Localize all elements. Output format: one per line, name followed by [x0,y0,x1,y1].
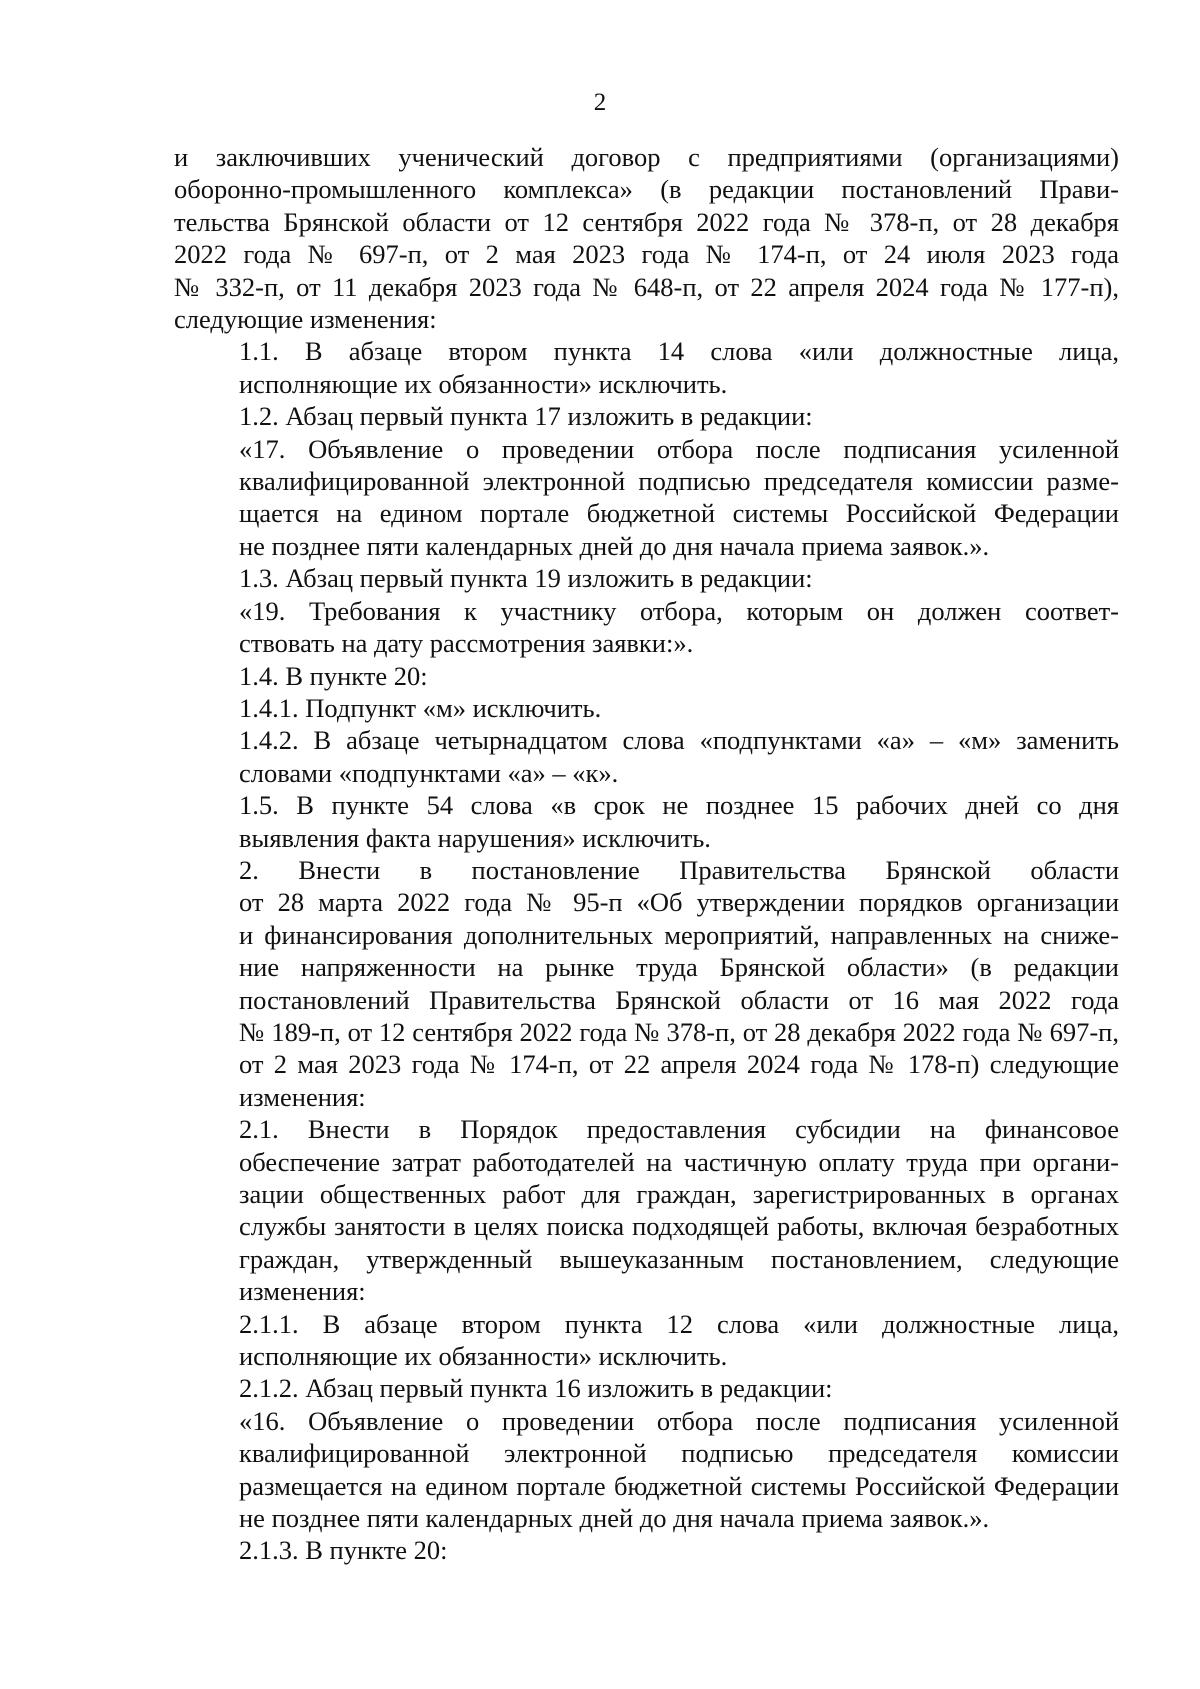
text-line: следующие изменения: [174,304,437,335]
text-line: 2.1.1. В абзаце втором пункта 12 слова «или должностные лица, [239,1308,1119,1339]
paragraph [174,141,1119,335]
text-line: квалифицированной электронной подписью председателя комиссии разме- [239,466,1119,497]
text-line: 1.4. В пункте 20: [239,660,428,691]
text-line: размещается на едином портале бюджетной системы Российской Федерации [239,1470,1119,1501]
text-line: изменения: [239,1276,366,1307]
text-line: квалифицированной электронной подписью председателя комиссии [239,1438,1119,1469]
text-line: ствовать на дату рассмотрения заявки:». [239,628,694,659]
text-line: обеспечение затрат работодателей на частичную оплату труда при органи- [239,1146,1119,1177]
text-line: 2022 года № 697-п, от 2 мая 2023 года № 174-п, от 24 июля 2023 года [174,239,1119,270]
paragraph [174,595,1119,660]
paragraph [174,1308,1119,1373]
paragraph [174,660,1119,692]
text-line: «17. Объявление о проведении отбора после подписания усиленной [239,433,1119,464]
paragraph [174,562,1119,594]
paragraph [174,1113,1119,1307]
text-line: 2. Внести в постановление Правительства Брянской области [239,854,1119,885]
paragraph [174,1405,1119,1535]
text-line: не позднее пяти календарных дней до дня начала приема заявок.». [239,1503,990,1534]
text-line: и финансирования дополнительных мероприятий, направленных на сниже- [239,919,1119,950]
text-line: службы занятости в целях поиска подходящей работы, включая безработных [239,1211,1119,1242]
text-line: словами «подпунктами «а» – «к». [239,757,619,788]
text-line: оборонно-промышленного комплекса» (в редакции постановлений Прави- [174,174,1119,205]
text-line: от 28 марта 2022 года № 95-п «Об утверждении порядков организации [239,887,1119,918]
text-line: 1.4.2. В абзаце четырнадцатом слова «подпунктами «а» – «м» заменить [239,725,1119,756]
text-line: и заключивших ученический договор с предприятиями (организациями) [174,142,1119,172]
paragraph [174,1534,1119,1566]
text-line: 2.1.3. В пункте 20: [239,1535,448,1566]
paragraph [174,433,1119,563]
text-line: 1.5. В пункте 54 слова «в срок не позднее 15 рабочих дней со дня [239,790,1119,821]
text-line: «19. Требования к участнику отбора, которым он должен соответ- [239,595,1119,626]
paragraph [174,335,1119,400]
text-line: № 332-п, от 11 декабря 2023 года № 648-п, от 22 апреля 2024 года № 177-п), [174,271,1119,302]
text-line: тельства Брянской области от 12 сентября 2022 года № 378-п, от 28 декабря [174,206,1119,237]
text-line: ние напряженности на рынке труда Брянской области» (в редакции [239,952,1119,983]
text-line: выявления факта нарушения» исключить. [239,822,711,853]
text-line: № 189-п, от 12 сентября 2022 года № 378-п, от 28 декабря 2022 года № 697-п, [239,1016,1119,1047]
text-line: 1.2. Абзац первый пункта 17 изложить в редакции: [239,401,813,432]
text-line: граждан, утвержденный вышеуказанным постановлением, следующие [239,1243,1119,1274]
text-line: исполняющие их обязанности» исключить. [239,368,728,399]
text-line: не позднее пяти календарных дней до дня начала приема заявок.». [239,530,990,561]
text-line: зации общественных работ для граждан, зарегистрированных в органах [239,1179,1119,1209]
text-line: 2.1. Внести в Порядок предоставления субсидии на финансовое [239,1114,1119,1145]
document-body [174,141,1119,1567]
text-line: 1.1. В абзаце втором пункта 14 слова «или должностные лица, [239,336,1119,367]
paragraph [174,400,1119,432]
text-line: от 2 мая 2023 года № 174-п, от 22 апреля 2024 года № 178-п) следующие [239,1049,1119,1080]
paragraph [174,1372,1119,1404]
paragraph [174,692,1119,724]
text-line: щается на едином портале бюджетной системы Российской Федерации [239,498,1119,529]
text-line: 1.4.1. Подпункт «м» исключить. [239,692,602,723]
text-line: постановлений Правительства Брянской области от 16 мая 2022 года [239,984,1119,1015]
text-line: исполняющие их обязанности» исключить. [239,1341,728,1372]
text-line: «16. Объявление о проведении отбора после подписания усиленной [239,1405,1119,1436]
text-line: 1.3. Абзац первый пункта 19 изложить в редакции: [239,563,813,594]
text-line: изменения: [239,1081,366,1112]
paragraph [174,724,1119,789]
page-number: 2 [593,89,607,116]
text-line: 2.1.2. Абзац первый пункта 16 изложить в редакции: [239,1373,833,1404]
paragraph [174,789,1119,854]
paragraph [174,854,1119,1113]
